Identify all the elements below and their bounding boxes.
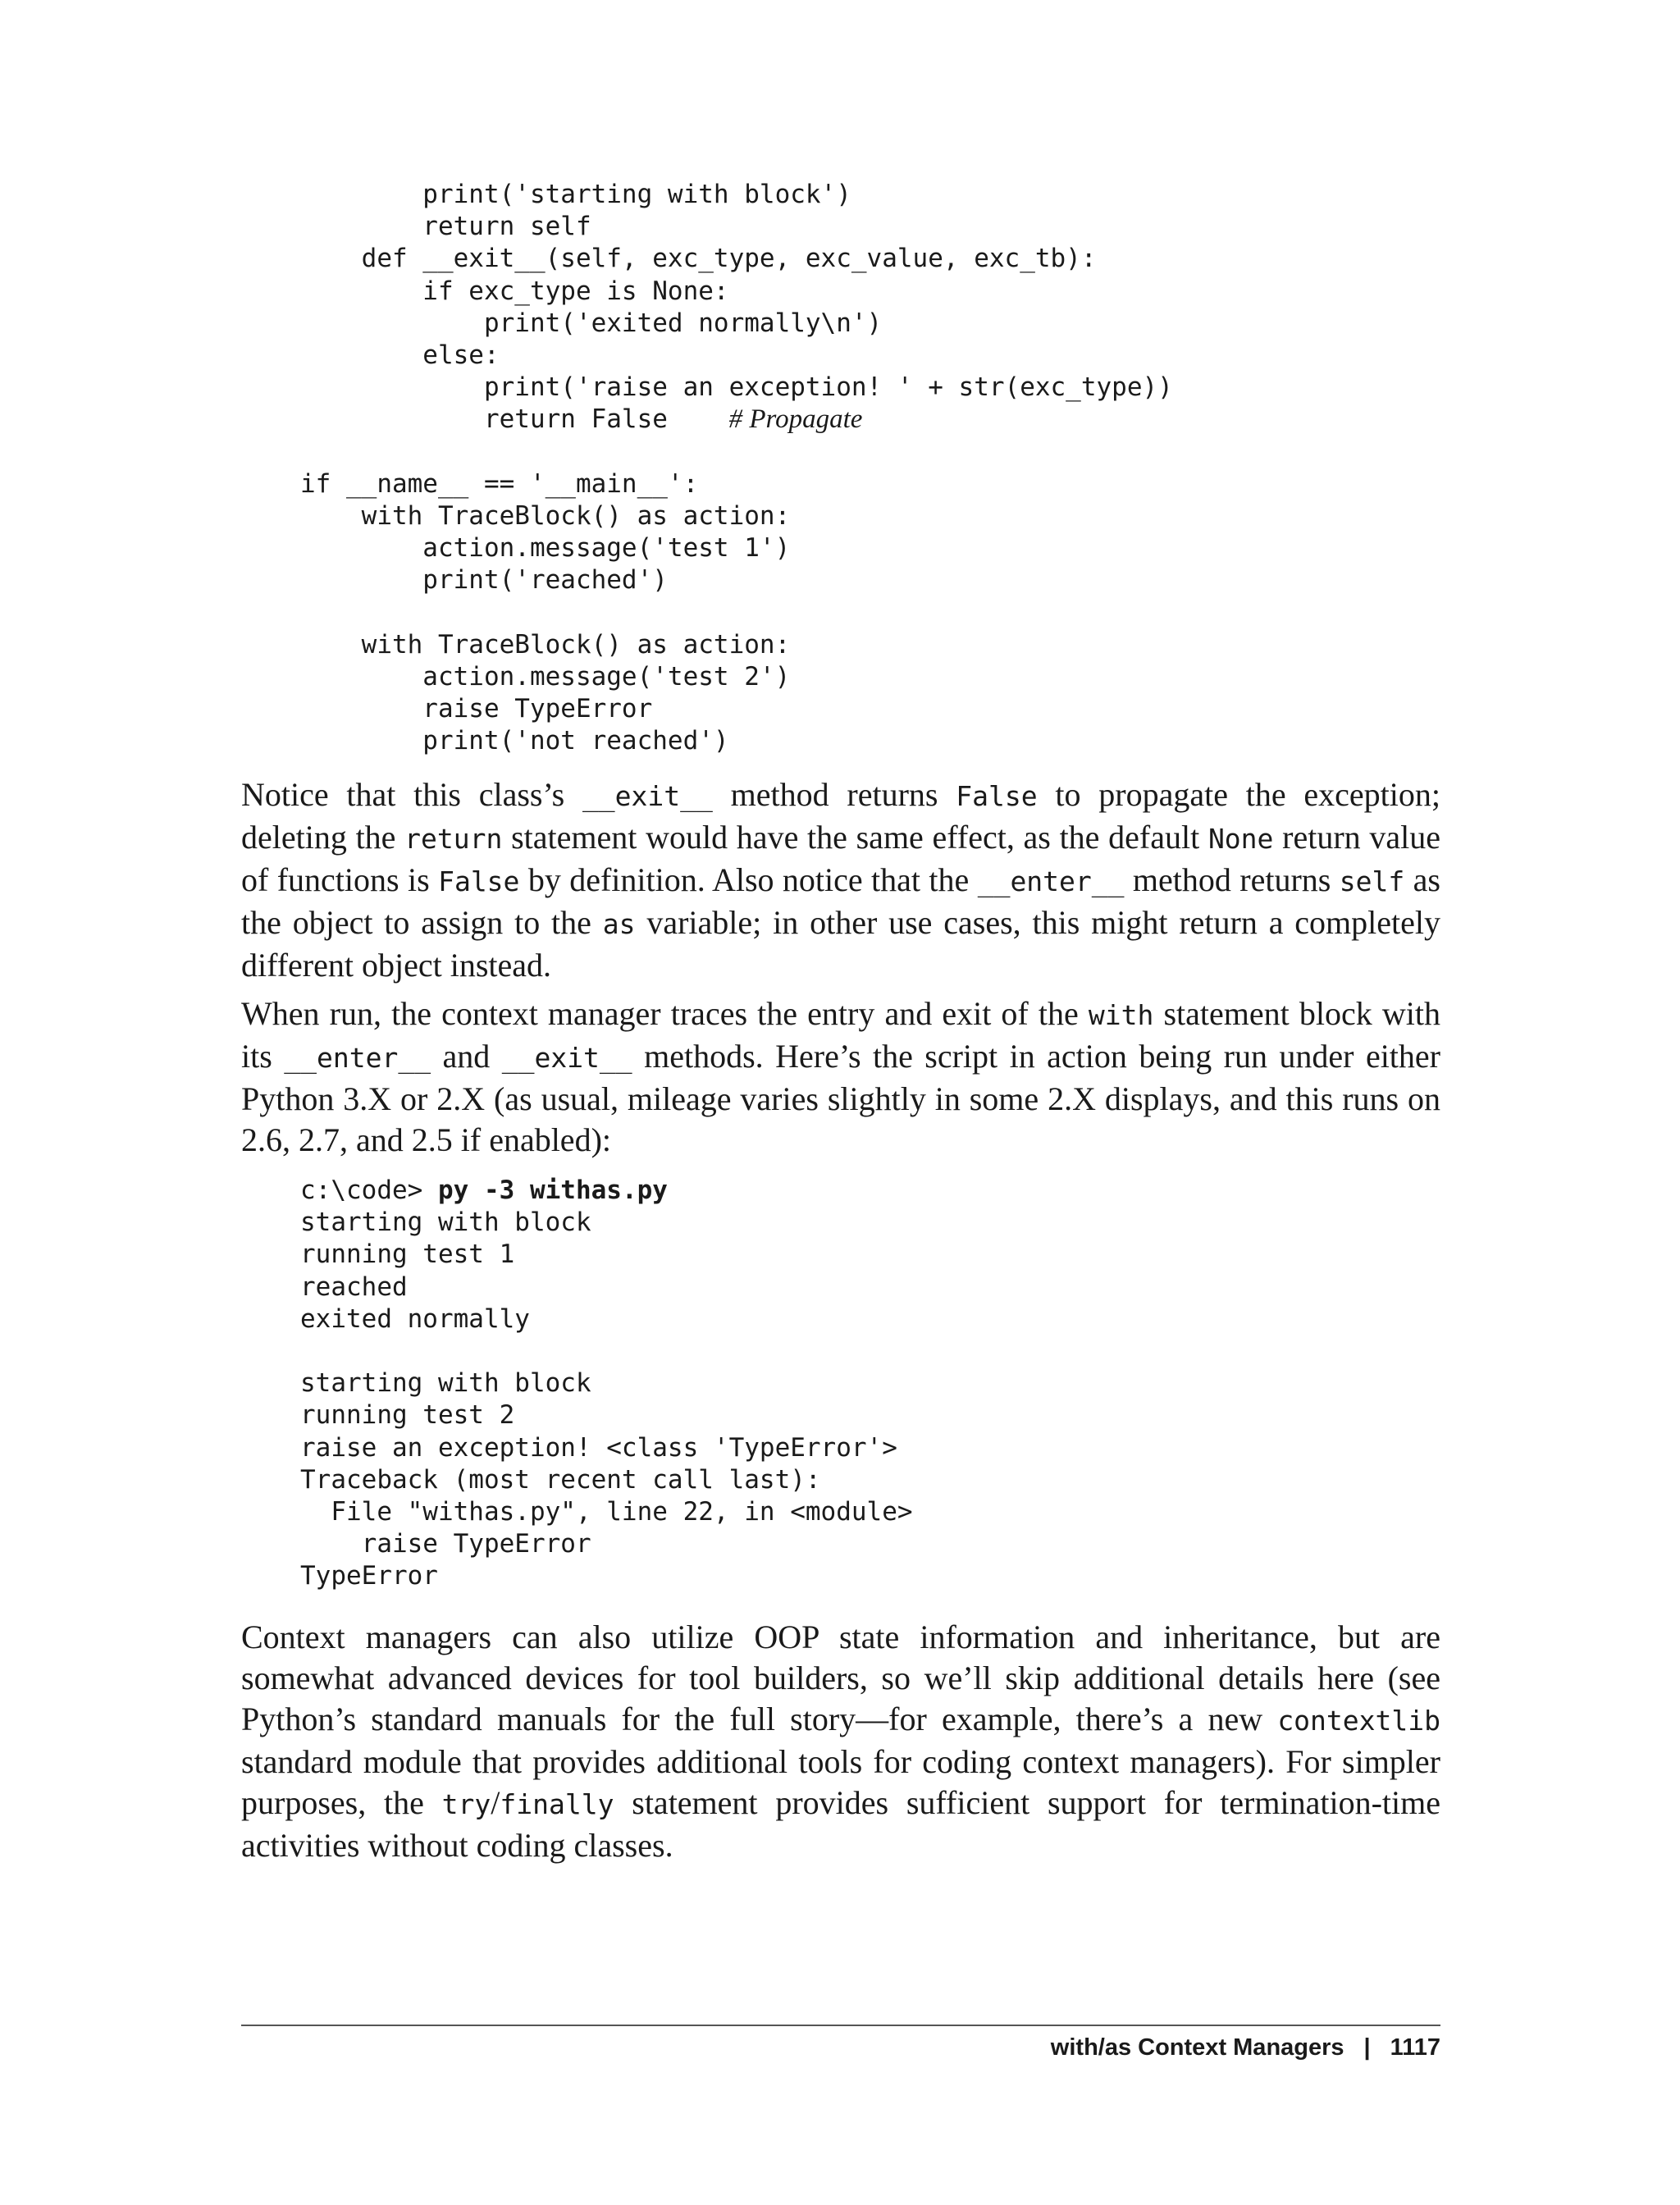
text-run: When run, the context manager traces the entry and exit of the — [241, 995, 1089, 1032]
footer-separator: | — [1363, 2034, 1371, 2061]
text-run: print('starting with block') return self def __exit__(self, exc_type, exc_value, exc_tb): if exc_type is None: print('exited normally\n') else: print('raise an exception! ' + str(exc_type)) return False — [361, 180, 1173, 435]
inline-code: __exit__ — [582, 780, 713, 812]
inline-code: __enter__ — [977, 865, 1125, 897]
inline-code: None — [1208, 823, 1274, 855]
text-run: / — [491, 1784, 500, 1821]
text-run: statement provides sufficient support for termination-time activities without coding classes. — [241, 1784, 1440, 1864]
footer-rule — [241, 2025, 1440, 2026]
text-run: return value of functions is — [241, 819, 1440, 898]
inline-code: finally — [500, 1788, 614, 1820]
inline-code: with — [1088, 999, 1154, 1031]
text-run: method returns — [1124, 861, 1340, 898]
text-run: starting with block running test 1 reached exited normally starting with block running test 2 raise an exception! <class 'TypeError'> Traceback (most recent call last): File "withas.py", line 22, in <module> raise TypeError TypeError — [300, 1208, 913, 1591]
text-run: statement block with its — [241, 995, 1440, 1075]
page-number: 1117 — [1390, 2034, 1440, 2061]
paragraph-exit-method — [241, 774, 1440, 986]
paragraph-context-managers — [241, 1617, 1440, 1866]
code-comment: # Propagate — [728, 404, 863, 435]
text-run: statement would have the same effect, as the default — [502, 819, 1208, 856]
code-listing-traceblock — [300, 179, 1173, 758]
inline-code: self — [1339, 865, 1405, 897]
text-run: if __name__ == '__main__': with TraceBlock() as action: action.message('test 1') print('reached') with TraceBlock() as action: action.message('test 2') raise TypeError print('not reached') — [300, 468, 791, 756]
text-run: method returns — [712, 776, 956, 813]
running-head-section: with/as Context Managers — [1050, 2034, 1344, 2061]
inline-code: contextlib — [1277, 1705, 1440, 1737]
inline-code: False — [956, 780, 1038, 812]
text-run: and — [431, 1038, 502, 1075]
paragraph-when-run — [241, 993, 1440, 1161]
text-run: standard module that provides additional tools for coding context managers). For simpler purposes, the — [241, 1743, 1440, 1821]
inline-code: False — [438, 865, 520, 897]
text-run: to propagate the exception; deleting the — [241, 776, 1441, 856]
text-run: variable; in other use cases, this might return a completely different object instead. — [241, 904, 1440, 984]
text-run: Context managers can also utilize OOP state information and inheritance, but are somewhat advanced devices for tool builders, so we’ll skip additional details here (see Python’s standard manuals for the full story—for example, there’s a new — [241, 1618, 1440, 1737]
text-run: Notice that this class’s — [241, 776, 582, 813]
text-run: methods. Here’s the script in action being run under either Python 3.X or 2.X (as usual, mileage varies slightly in some 2.X displays, and this runs on 2.6, 2.7, and 2.5 if enabled): — [241, 1038, 1440, 1158]
inline-code: __exit__ — [501, 1042, 632, 1074]
inline-code: try — [441, 1788, 491, 1820]
text-run: as the object to assign to the — [241, 861, 1440, 941]
console-output-listing — [300, 1175, 913, 1593]
text-run: c:\code> — [300, 1176, 438, 1205]
console-command: py -3 withas.py — [437, 1176, 668, 1205]
inline-code: as — [602, 908, 636, 940]
inline-code: __enter__ — [284, 1042, 431, 1074]
page-footer — [1051, 2034, 1440, 2061]
inline-code: return — [404, 823, 503, 855]
text-run: by definition. Also notice that the — [519, 861, 978, 898]
